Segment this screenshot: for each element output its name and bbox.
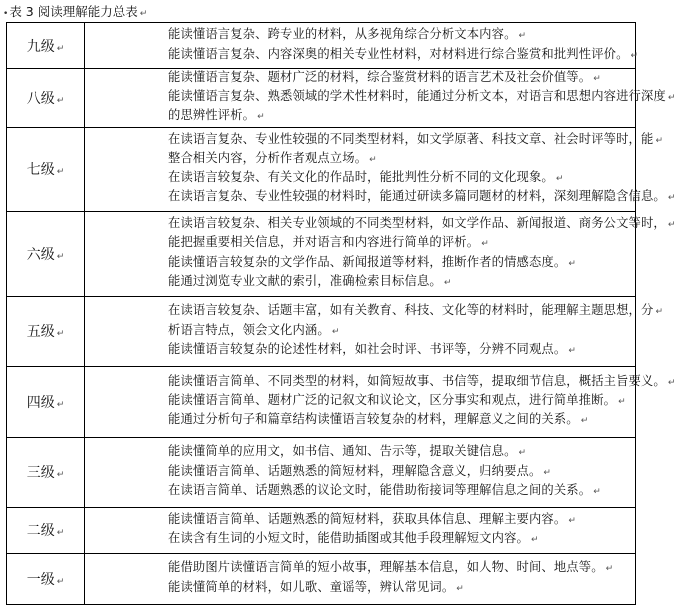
description-text: 能读懂语言较复杂的论述性材料，如社会时评、书评等，分辨不同观点。: [168, 341, 567, 356]
description-line: [168, 131, 664, 150]
level-cell: [7, 211, 85, 296]
description-text: 能读懂语言较复杂的文学作品、新闻报道等材料，推断作者的情感态度。: [168, 254, 567, 269]
level-label: 三级: [26, 465, 55, 482]
description-text: 在读语言较复杂、有关文化的作品时，能批判性分析不同的文化现象。: [168, 170, 554, 185]
table-caption: [3, 2, 147, 22]
level-cell: [7, 553, 85, 604]
paragraph-mark-icon: ↵: [655, 135, 664, 146]
paragraph-mark-icon: ↵: [139, 9, 148, 19]
description-line: [168, 150, 635, 169]
paragraph-mark-icon: ↵: [481, 239, 489, 250]
description-text: 能读懂语言简单、不同类型的材料，如简短故事、书信等，提取细节信息，概括主旨要义。: [168, 373, 666, 388]
description-line: [168, 254, 635, 273]
description-line: [168, 341, 635, 360]
description-text: 能通过分析句子和篇章结构读懂语言较复杂的材料，理解意义之间的关系。: [168, 412, 579, 427]
paragraph-mark-icon: ↵: [456, 583, 464, 594]
level-label: 二级: [26, 523, 55, 540]
paragraph-mark-icon: ↵: [56, 399, 65, 410]
description-cell: [85, 69, 676, 128]
level-cell: [7, 23, 85, 69]
anchor-icon: •: [3, 9, 9, 19]
description-text: 析语言特点，领会文化内涵。: [168, 322, 330, 337]
description-text: 在读语言简单、话题熟悉的议论文时，能借助衔接词等理解信息之间的关系。: [168, 482, 592, 497]
paragraph-mark-icon: ↵: [568, 258, 577, 269]
description-cell: [85, 23, 639, 69]
description-cell: [85, 211, 676, 296]
description-cell: [85, 127, 676, 211]
description-line: [168, 443, 635, 462]
paragraph-mark-icon: ↵: [667, 93, 676, 104]
description-line: [168, 188, 676, 207]
description-line: [168, 69, 635, 88]
level-cell: [7, 366, 85, 437]
table-row: [7, 69, 636, 128]
paragraph-mark-icon: ↵: [667, 377, 676, 388]
description-line: [168, 579, 635, 598]
level-label: 九级: [26, 38, 55, 55]
paragraph-mark-icon: ↵: [518, 448, 527, 459]
paragraph-mark-icon: ↵: [56, 576, 65, 587]
table-row: [7, 507, 636, 553]
description-line: [168, 392, 635, 411]
level-label: 七级: [26, 162, 55, 179]
paragraph-mark-icon: ↵: [667, 193, 676, 204]
description-line: [168, 559, 635, 578]
paragraph-mark-icon: ↵: [530, 535, 539, 546]
description-text: 能把握重要相关信息，并对语言和内容进行简单的评析。: [168, 235, 480, 250]
paragraph-mark-icon: ↵: [667, 220, 676, 231]
description-text: 能通过浏览专业文献的索引，准确检索目标信息。: [168, 273, 442, 288]
paragraph-mark-icon: ↵: [655, 307, 664, 318]
description-text: 能读懂语言复杂、跨专业的材料，从多视角综合分析文本内容。: [168, 27, 517, 42]
description-line: [168, 234, 635, 253]
description-text: 能读懂语言复杂、题材广泛的材料，综合鉴赏材料的语言艺术及社会价值等。: [168, 70, 592, 84]
description-text: 在读语言复杂、专业性较强的材料时，能通过研读多篇同题材的材料，深刻理解隐含信息。: [168, 189, 666, 204]
description-text: 能读懂语言简单、话题熟悉的简短材料，获取具体信息、理解主要内容。: [168, 511, 567, 526]
level-label: 五级: [26, 324, 55, 341]
paragraph-mark-icon: ↵: [555, 174, 564, 185]
level-cell: [7, 507, 85, 553]
description-line: [168, 273, 635, 292]
description-line: [168, 302, 664, 321]
description-text: 能读懂语言简单、话题熟悉的简短材料，理解隐含意义，归纳要点。: [168, 463, 542, 478]
paragraph-mark-icon: ↵: [443, 277, 452, 288]
description-line: [168, 46, 639, 65]
paragraph-mark-icon: ↵: [593, 74, 601, 84]
level-label: 一级: [26, 571, 55, 588]
paragraph-mark-icon: ↵: [257, 112, 265, 123]
level-label: 八级: [26, 90, 55, 107]
description-line: [168, 463, 635, 482]
description-line: [168, 411, 635, 430]
description-text: 在读语言较复杂、相关专业领域的不同类型材料，如文学作品、新闻报道、商务公文等时，: [168, 216, 666, 231]
paragraph-mark-icon: ↵: [580, 416, 589, 427]
level-label: 四级: [26, 394, 55, 411]
reading-ability-table: [6, 22, 676, 605]
description-text: 能读懂语言简单、题材广泛的记叙文和议论文，区分事实和观点，进行简单推断。: [168, 393, 617, 407]
description-text: 能读懂简单的应用文，如书信、通知、告示等，提取关键信息。: [168, 444, 517, 459]
paragraph-mark-icon: ↵: [568, 345, 577, 356]
level-label: 六级: [26, 246, 55, 263]
description-line: [168, 107, 635, 126]
caption-text: 表 3 阅读理解能力总表: [9, 4, 138, 19]
paragraph-mark-icon: ↵: [56, 470, 65, 481]
paragraph-mark-icon: ↵: [56, 95, 65, 106]
paragraph-mark-icon: ↵: [618, 397, 626, 407]
table-row: [7, 211, 636, 296]
table-row: [7, 296, 636, 366]
table-body: [7, 23, 676, 605]
paragraph-mark-icon: ↵: [593, 486, 601, 497]
description-text: 在读含有生词的小短文时，能借助插图或其他手段理解短文内容。: [168, 531, 529, 546]
level-cell: [7, 127, 85, 211]
paragraph-mark-icon: ↵: [331, 326, 340, 337]
description-line: [168, 215, 676, 234]
description-text: 在读语言较复杂、话题丰富，如有关教育、科技、文化等的材料时，能理解主题思想，分: [168, 303, 654, 318]
description-line: [168, 88, 676, 107]
description-text: 能借助图片读懂语言简单的短小故事，理解基本信息，如人物、时间、地点等。: [168, 560, 604, 575]
description-text: 在读语言复杂、专业性较强的不同类型材料，如文学原著、科技文章、社会时评等时，能: [168, 131, 654, 146]
description-line: [168, 373, 676, 392]
description-cell: [85, 553, 636, 604]
paragraph-mark-icon: ↵: [518, 31, 527, 42]
paragraph-mark-icon: ↵: [568, 515, 577, 526]
table-row: [7, 127, 636, 211]
description-line: [168, 169, 635, 188]
description-line: [168, 511, 635, 530]
level-cell: [7, 296, 85, 366]
table-row: [7, 366, 636, 437]
paragraph-mark-icon: ↵: [543, 467, 552, 478]
table-row: [7, 553, 636, 604]
paragraph-mark-icon: ↵: [605, 564, 614, 575]
description-text: 能读懂语言复杂、内容深奥的相关专业性材料，对材料进行综合鉴赏和批判性评价。: [168, 46, 629, 61]
paragraph-mark-icon: ↵: [56, 167, 65, 178]
description-line: [168, 322, 635, 341]
description-text: 的思辨性评析。: [168, 108, 256, 123]
description-cell: [85, 366, 676, 437]
description-line: [168, 26, 635, 45]
level-cell: [7, 437, 85, 507]
description-cell: [85, 296, 664, 366]
description-line: [168, 530, 635, 549]
description-cell: [85, 437, 636, 507]
description-text: 能读懂语言复杂、熟悉领域的学术性材料时，能通过分析文本，对语言和思想内容进行深度: [168, 89, 666, 104]
table-row: [7, 23, 636, 69]
paragraph-mark-icon: ↵: [56, 528, 65, 539]
paragraph-mark-icon: ↵: [56, 251, 65, 262]
description-line: [168, 482, 635, 501]
table-row: [7, 437, 636, 507]
paragraph-mark-icon: ↵: [56, 43, 65, 54]
description-text: 能读懂简单的材料，如儿歌、童谣等，辨认常见词。: [168, 579, 455, 594]
paragraph-mark-icon: ↵: [369, 154, 377, 165]
paragraph-mark-icon: ↵: [56, 329, 65, 340]
description-text: 整合相关内容，分析作者观点立场。: [168, 150, 368, 165]
paragraph-mark-icon: ↵: [630, 50, 639, 61]
description-cell: [85, 507, 636, 553]
level-cell: [7, 69, 85, 128]
